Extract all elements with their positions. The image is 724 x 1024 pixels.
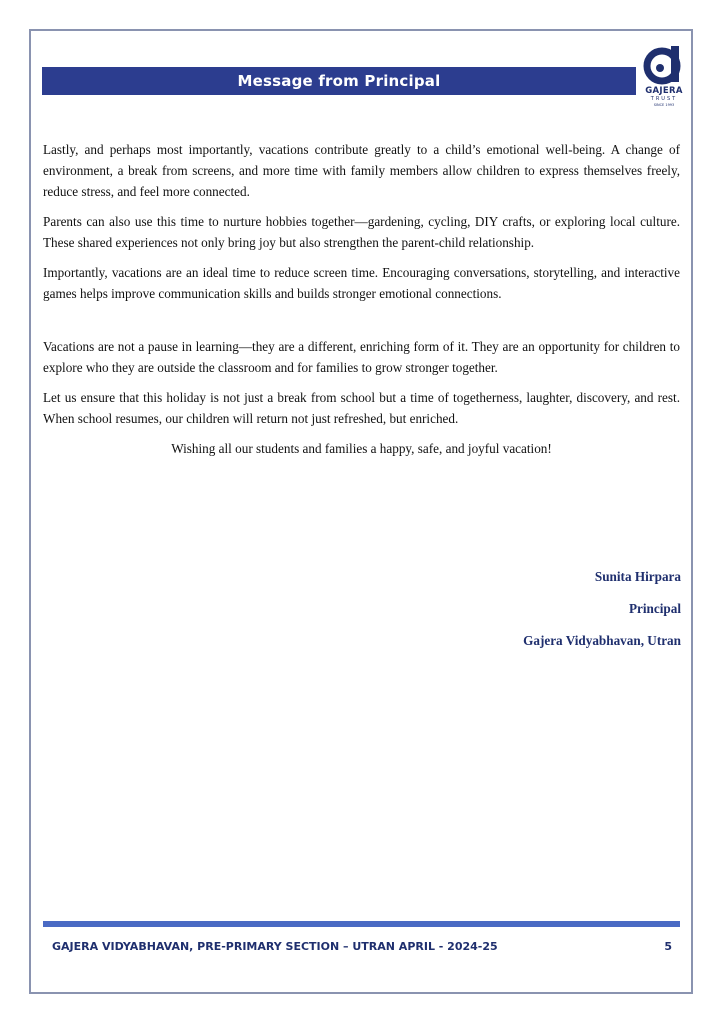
footer-text: GAJERA VIDYABHAVAN, PRE-PRIMARY SECTION – UTRAN APRIL - 2024-25: [52, 940, 498, 953]
paragraph: Parents can also use this time to nurture hobbies together—gardening, cycling, DIY crafts, or exploring local culture. These shared experiences not only bring joy but also strengthen the parent-child relationship.: [43, 214, 680, 250]
logo-since: SINCE 1993: [653, 103, 675, 107]
paragraph: Lastly, and perhaps most importantly, vacations contribute greatly to a child’s emotional well-being. A change of environment, a break from screens, and more time with family members allow children to express themselves freely, reduce stress, and feel more connected.: [43, 142, 680, 199]
paragraph: Vacations are not a pause in learning—they are a different, enriching form of it. They are an opportunity for children to explore who they are outside the classroom and for families to grow stronger together.: [43, 339, 680, 375]
gajera-trust-logo: [638, 44, 690, 114]
signature-school: Gajera Vidyabhavan, Utran: [523, 633, 681, 648]
page-number: 5: [664, 940, 672, 953]
signature-block: [523, 566, 681, 662]
logo-sub: TRUST: [650, 96, 678, 102]
footer-rule: [43, 921, 680, 927]
logo-name: GAJERA: [645, 86, 683, 96]
gajera-logo-icon: [638, 44, 690, 86]
paragraph: Importantly, vacations are an ideal time to reduce screen time. Encouraging conversations, storytelling, and interactive games helps improve communication skills and builds stronger emotional connections.: [43, 265, 680, 301]
header-bar: [42, 67, 636, 95]
page-title: Message from Principal: [237, 72, 441, 90]
signature-name: Sunita Hirpara: [594, 569, 681, 584]
closing-line: Wishing all our students and families a happy, safe, and joyful vacation!: [171, 441, 552, 456]
signature-title: Principal: [628, 601, 681, 616]
paragraph: Let us ensure that this holiday is not just a break from school but a time of togetherness, laughter, discovery, and rest. When school resumes, our children will return not just refreshed, but enriched.: [43, 390, 680, 426]
message-body: [43, 139, 680, 468]
